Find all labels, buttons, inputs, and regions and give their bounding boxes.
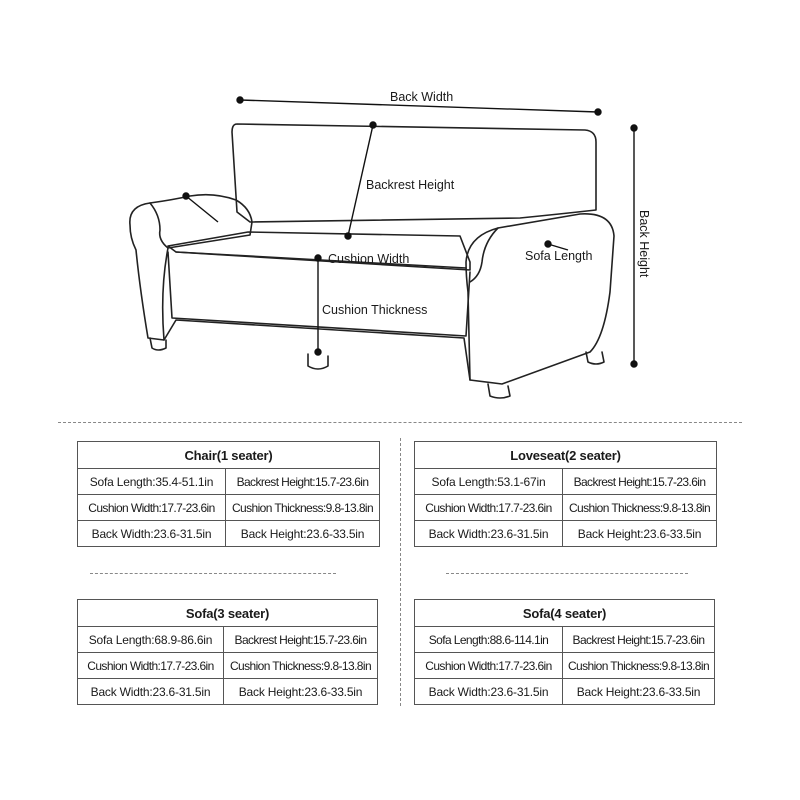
cell-cushion-width: Cushion Width:17.7-23.6in — [415, 653, 563, 679]
table-row — [78, 469, 380, 495]
cell-back-height: Back Height:23.6-33.5in — [563, 679, 715, 705]
spec-table-sofa-4-seater — [414, 599, 715, 705]
cell-cushion-width: Cushion Width:17.7-23.6in — [415, 495, 563, 521]
table-row — [415, 495, 717, 521]
table-row — [415, 627, 715, 653]
label-back-width: Back Width — [390, 90, 454, 104]
cell-back-height: Back Height:23.6-33.5in — [224, 679, 378, 705]
cell-back-width: Back Width:23.6-31.5in — [78, 679, 224, 705]
cell-back-width: Back Width:23.6-31.5in — [415, 521, 563, 547]
divider-vertical — [400, 438, 401, 706]
table-row — [415, 469, 717, 495]
divider-left — [90, 573, 336, 574]
table-row — [415, 521, 717, 547]
cell-cushion-thickness: Cushion Thickness:9.8-13.8in — [224, 653, 378, 679]
cell-back-height: Back Height:23.6-33.5in — [226, 521, 380, 547]
table-title: Loveseat(2 seater) — [415, 442, 717, 469]
cell-sofa-length: Sofa Length:53.1-67in — [415, 469, 563, 495]
table-row — [415, 653, 715, 679]
label-sofa-length: Sofa Length — [525, 249, 593, 263]
table-row — [415, 679, 715, 705]
table-row — [78, 679, 378, 705]
spec-table-loveseat — [414, 441, 717, 547]
label-back-height: Back Height — [637, 210, 651, 278]
cell-backrest-height: Backrest Height:15.7-23.6in — [226, 469, 380, 495]
label-cushion-thickness: Cushion Thickness — [322, 303, 428, 317]
cell-back-width: Back Width:23.6-31.5in — [415, 679, 563, 705]
table-row — [78, 495, 380, 521]
cell-sofa-length: Sofa Length:68.9-86.6in — [78, 627, 224, 653]
cell-cushion-thickness: Cushion Thickness:9.8-13.8in — [563, 495, 717, 521]
label-backrest-height: Backrest Height — [366, 178, 455, 192]
cell-back-height: Back Height:23.6-33.5in — [563, 521, 717, 547]
table-title: Sofa(4 seater) — [415, 600, 715, 627]
cell-backrest-height: Backrest Height:15.7-23.6in — [563, 627, 715, 653]
cell-backrest-height: Backrest Height:15.7-23.6in — [224, 627, 378, 653]
divider-right — [446, 573, 688, 574]
divider-main — [58, 422, 742, 423]
cell-backrest-height: Backrest Height:15.7-23.6in — [563, 469, 717, 495]
cell-cushion-width: Cushion Width:17.7-23.6in — [78, 653, 224, 679]
cell-back-width: Back Width:23.6-31.5in — [78, 521, 226, 547]
spec-table-sofa-3-seater — [77, 599, 378, 705]
spec-table-chair — [77, 441, 380, 547]
cell-cushion-thickness: Cushion Thickness:9.8-13.8in — [226, 495, 380, 521]
cell-cushion-thickness: Cushion Thickness:9.8-13.8in — [563, 653, 715, 679]
cell-sofa-length: Sofa Length:88.6-114.1in — [415, 627, 563, 653]
cell-sofa-length: Sofa Length:35.4-51.1in — [78, 469, 226, 495]
cell-cushion-width: Cushion Width:17.7-23.6in — [78, 495, 226, 521]
table-row — [78, 521, 380, 547]
table-row — [78, 627, 378, 653]
table-title: Sofa(3 seater) — [78, 600, 378, 627]
table-row — [78, 653, 378, 679]
table-title: Chair(1 seater) — [78, 442, 380, 469]
label-cushion-width: Cushion Width — [328, 252, 410, 266]
